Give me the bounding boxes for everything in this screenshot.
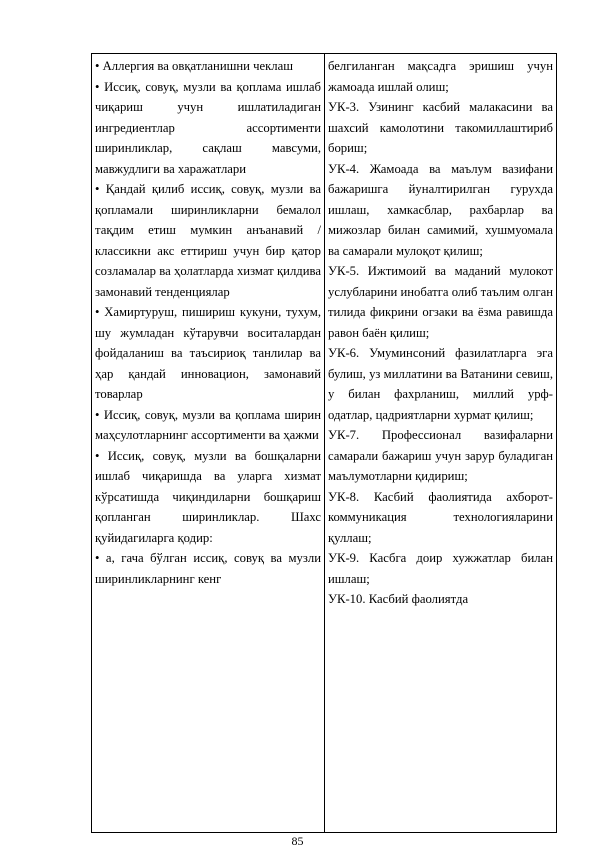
paragraph: • Аллергия ва овқатланишни чеклаш bbox=[95, 59, 294, 73]
paragraph: УК-9. Касбга доир хужжатлар билан ишлаш; bbox=[328, 551, 553, 586]
paragraph: УК-4. Жамоада ва маълум вазифани бажаришга йуналтирилган гурухда ишлаш, хамкасблар, рахбарлар ва мижозлар билан самимий, хушмуомала ва самарали мулоқот қилиш; bbox=[328, 161, 553, 258]
paragraph: УК-7. Профессионал вазифаларни самарали бажариш учун зарур буладиган маълумотларни қидириш; bbox=[328, 428, 553, 483]
paragraph: УК-10. Касбий фаолиятда bbox=[328, 592, 469, 606]
paragraph: • Қандай қилиб иссиқ, совуқ, музли ва қопламали ширинликларни бемалол тақдим етиш мумкин анъанавий / классикни акс еттириш учун бир қатор созламалар ва ҳолатларда хизмат қилдива замонавий тенденциялар bbox=[95, 182, 321, 299]
content-table bbox=[91, 53, 557, 833]
right-column bbox=[325, 54, 556, 832]
left-column bbox=[92, 54, 325, 832]
paragraph: • а, гача бўлган иссиқ, совуқ ва музли ширинликларнинг кенг bbox=[95, 551, 321, 586]
paragraph: УК-6. Умуминсоний фазилатларга эга булиш, уз миллатини ва Ватанини севиш, у билан фахрланиш, миллий урф-одатлар, цадриятларни хурмат қилиш; bbox=[328, 346, 553, 422]
paragraph: белгиланган мақсадга эришиш учун жамоада ишлай олиш; bbox=[328, 59, 553, 94]
paragraph: УК-8. Касбий фаолиятида ахборот-коммуникация технологияларини қуллаш; bbox=[328, 489, 553, 545]
page-number: 85 bbox=[291, 834, 304, 848]
paragraph: • Иссиқ, совуқ, музли ва бошқаларни ишлаб чиқаришда ва уларга хизмат кўрсатишда чиқиндиларни бошқариш қопланган ширинликлар. Шахс қуйидагиларга қодир: bbox=[95, 448, 321, 545]
paragraph: УК-3. Узининг касбий малакасини ва шахсий камолотини такомиллаштириб бориш; bbox=[328, 100, 553, 155]
paragraph: • Хамиртуруш, пишириш кукуни, тухум, шу жумладан кўтарувчи воситалардан фойдаланиш ва таъсириоқ танлилар ва ҳар қандай инновацион, замонавий товарлар bbox=[95, 305, 321, 401]
paragraph: • Иссиқ, совуқ, музли ва қоплама ширин маҳсулотларнинг ассортименти ва ҳажми bbox=[95, 407, 321, 442]
paragraph: • Иссиқ, совуқ, музли ва қоплама ишлаб чиқариш учун ишлатиладиган ингредиентлар ассортименти ширинликлар, сақлаш мавсуми, мавжудлиги ва харажатлари bbox=[95, 79, 321, 176]
paragraph: УК-5. Ижтимоий ва маданий мулокот услубларини инобатга олиб таълим олган тилида фикрини огзаки ва ёзма равишда равон баён қилиш; bbox=[328, 264, 553, 340]
